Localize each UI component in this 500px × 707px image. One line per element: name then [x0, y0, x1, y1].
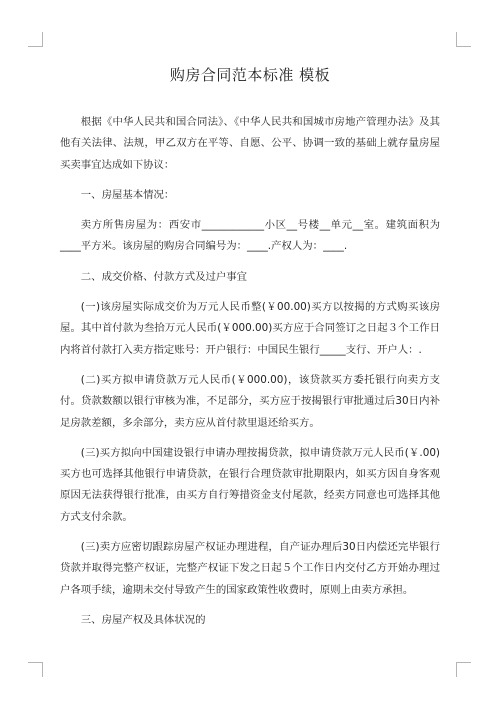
page-corner-mark-bottom-right	[456, 662, 471, 677]
page-corner-mark-top-left	[28, 32, 43, 47]
paragraph-clause-2: (二)买方拟申请贷款万元人民币(￥000.00)，该贷款买方委托银行向卖方支付。贷款数额以银行审核为准，不足部分，买方应于按揭银行审批通过后30日内补足房款差额，多余部分，卖方应从首付款里退还给买方。	[60, 373, 440, 429]
section-heading-2: 二、成交价格、付款方式及过户事宜	[80, 270, 248, 283]
paragraph-clause-1: (一)该房屋实际成交价为万元人民币整(￥00.00)买方以按揭的方式购买该房屋。其中首付款为叁拾万元人民币(￥000.00)买方应于合同签订之日起３个工作日内将首付款打入卖方指定账号：开户银行：中国民生银行_____支行、开户人：.	[60, 301, 440, 356]
paragraph-intro: 根据《中华人民共和国合同法》、《中华人民共和国城市房地产管理办法》及其他有关法律、法规，甲乙双方在平等、自愿、公平、协调一致的基础上就存量房屋买卖事宜达成如下协议：	[60, 116, 440, 171]
page-corner-mark-top-right	[456, 32, 471, 47]
section-heading-1: 一、房屋基本情况：	[80, 188, 175, 201]
page-corner-mark-bottom-left	[28, 662, 43, 677]
paragraph-clause-3: (三)买方拟向中国建设银行申请办理按揭贷款，拟申请贷款万元人民币(￥.00)买方也可选择其他银行申请贷款，在银行合理贷款审批期限内，如买方因自身客观原因无法获得银行批准，由买方自行筹措资金支付尾款，经卖方同意也可选择其他方式支付余款。	[60, 446, 440, 523]
section-heading-3: 三、房屋产权及具体状况的	[80, 613, 206, 626]
paragraph-property-info: 卖方所售房屋为：西安市____________小区__号楼__单元__室。建筑面积为____平方米。该房屋的购房合同编号为：____.产权人为：____.	[60, 219, 440, 253]
paragraph-clause-4: (三)卖方应密切跟踪房屋产权证办理进程，自产证办理后30日内偿还完毕银行贷款并取得完整产权证，完整产权证下发之日起５个工作日内交付乙方开始办理过户各项手续，逾期未交付导致产生的国家政策性收费时，原则上由卖方承担。	[60, 541, 440, 596]
document-body	[60, 112, 440, 640]
document-title: 购房合同范本标准 模板	[169, 66, 331, 84]
